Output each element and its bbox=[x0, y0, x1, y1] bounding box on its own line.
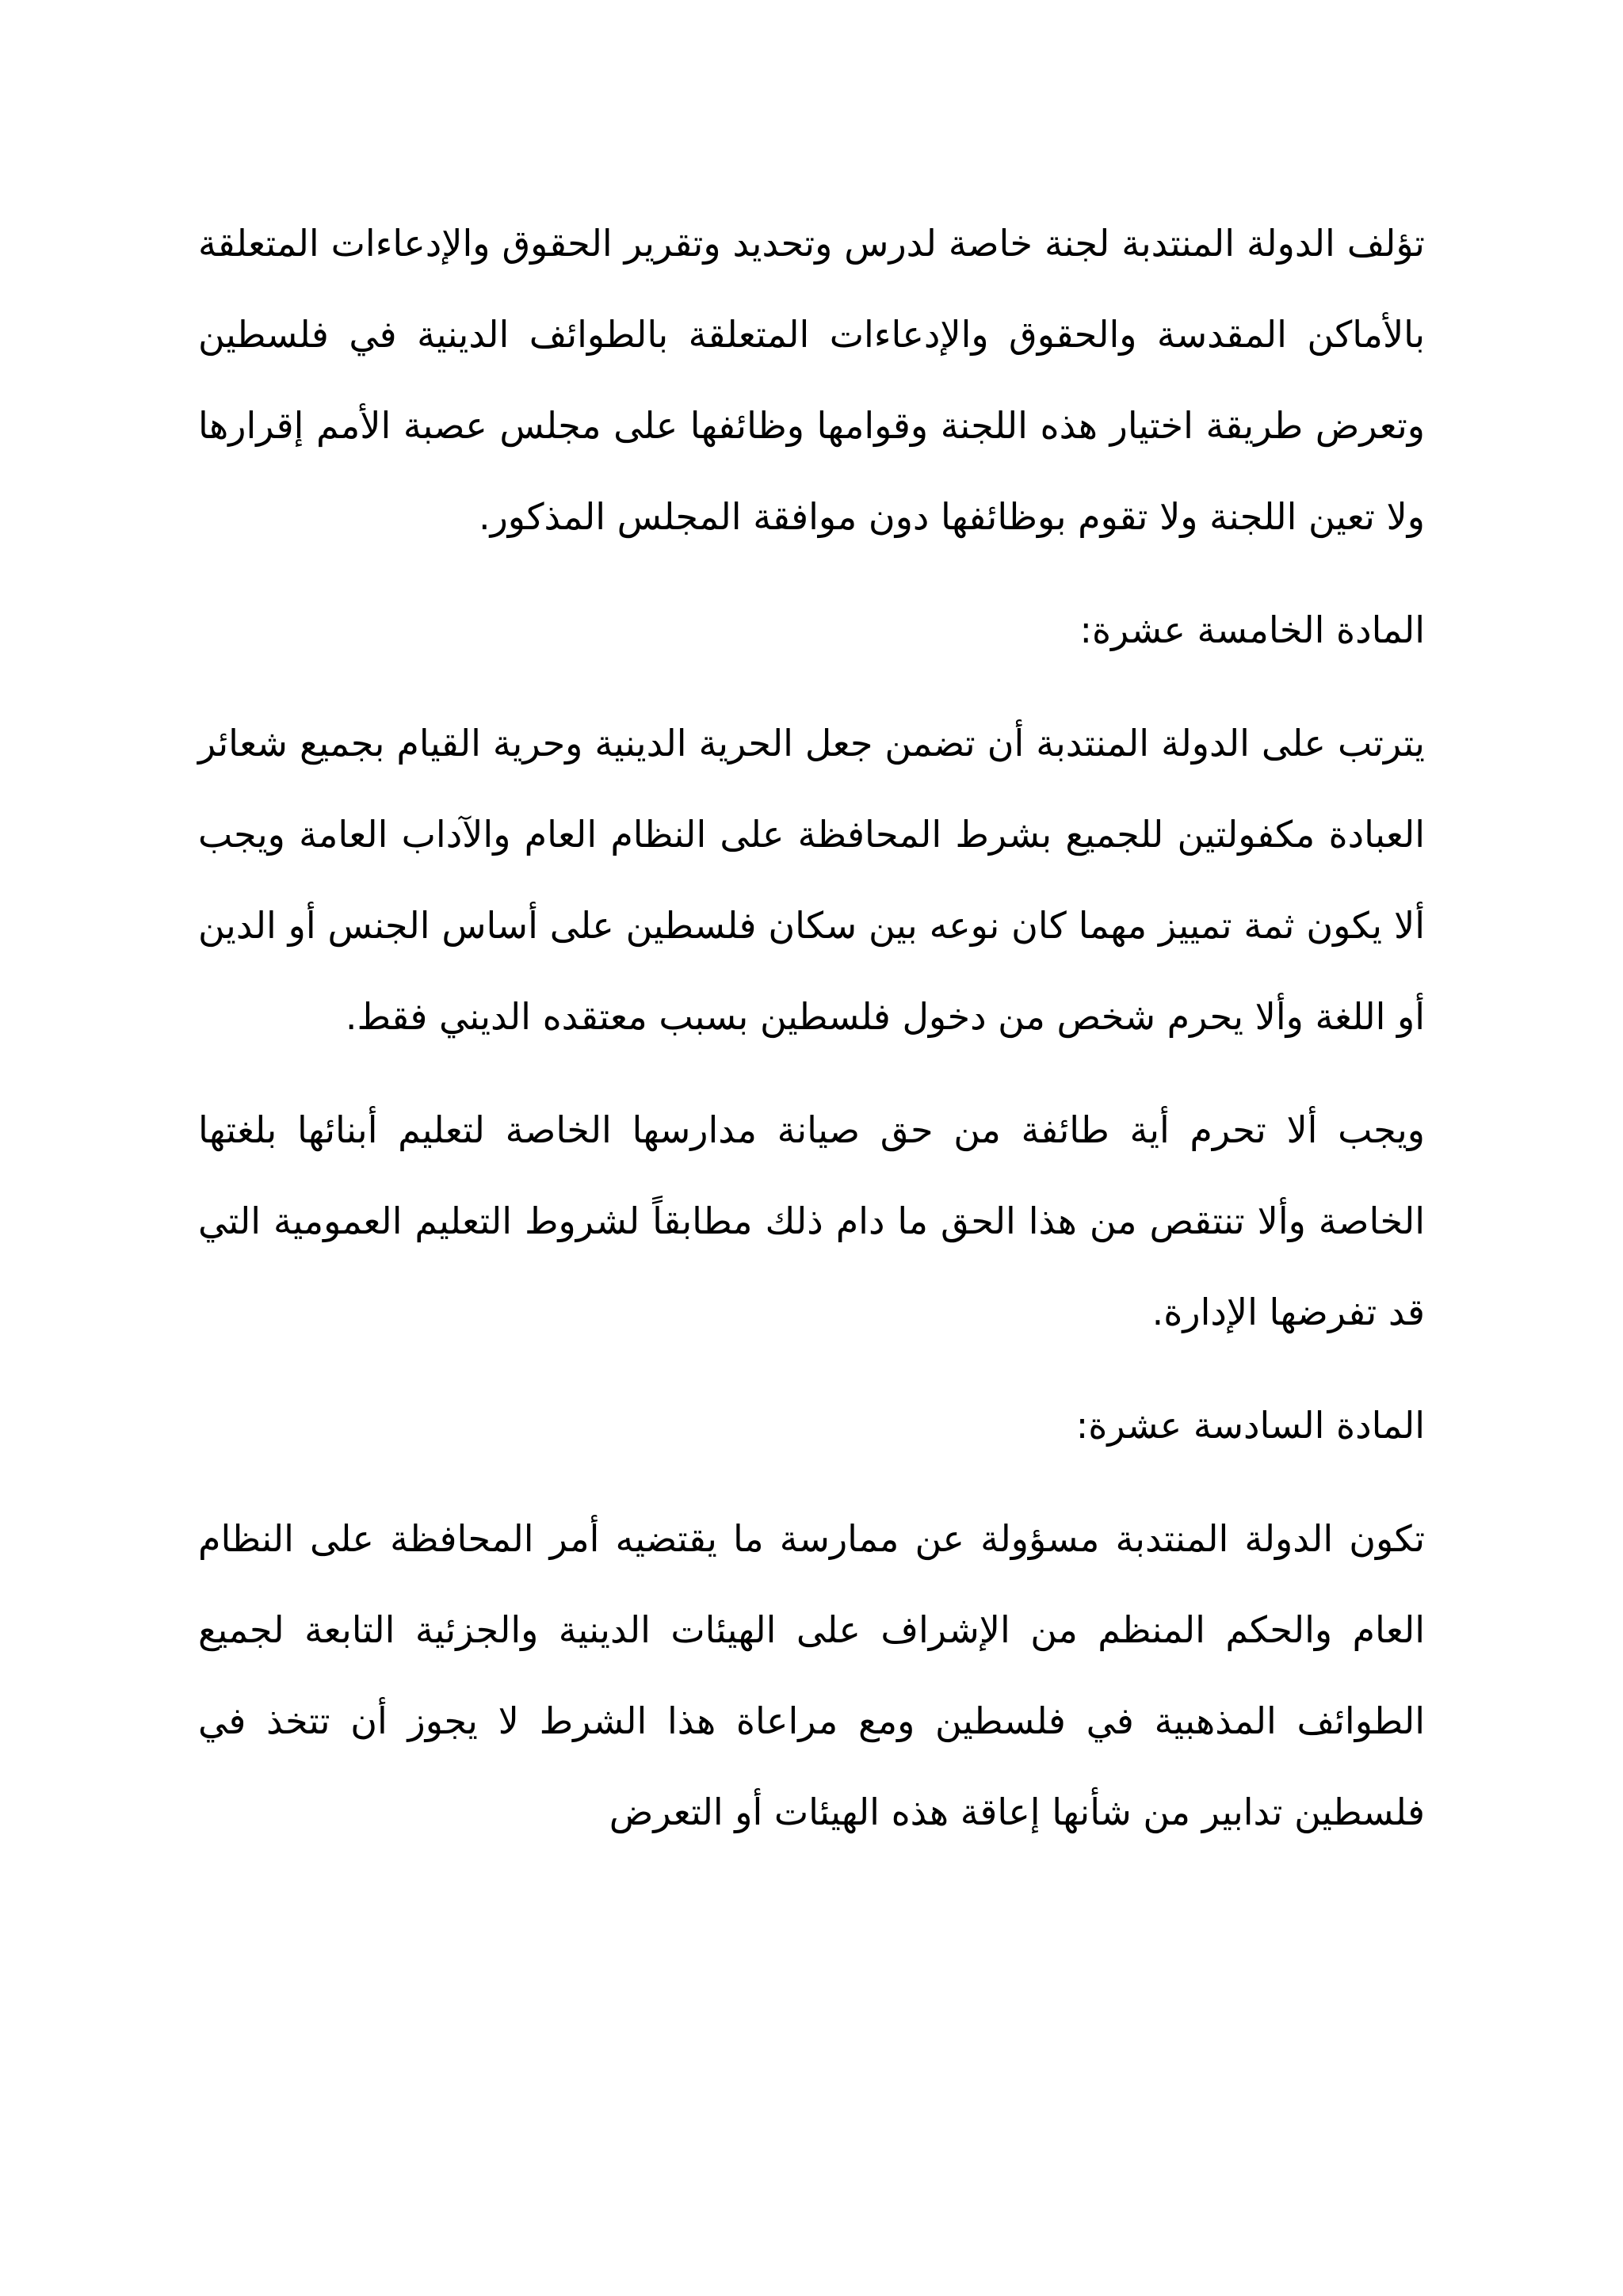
article-15-heading: المادة الخامسة عشرة: bbox=[1079, 608, 1425, 651]
paragraph-supervision-religious-bodies: تكون الدولة المنتدبة مسؤولة عن ممارسة ما يقتضيه أمر المحافظة على النظام العام والحكم المنظم من الإشراف على الهيئات الدينية والجزئية التابعة لجميع الطوائف المذهبية في فلسطين ومع مراعاة هذا الشرط لا يجوز أن تتخذ في فلسطين تدابير من شأنها إعاقة هذه الهيئات أو التعرض bbox=[198, 1517, 1425, 1833]
paragraph-religious-freedom: يترتب على الدولة المنتدبة أن تضمن جعل الحرية الدينية وحرية القيام بجميع شعائر العبادة مكفولتين للجميع بشرط المحافظة على النظام العام والآداب العامة ويجب ألا يكون ثمة تمييز مهما كان نوعه بين سكان فلسطين على أساس الجنس أو الدين أو اللغة وألا يحرم شخص من دخول فلسطين بسبب معتقده الديني فقط. bbox=[198, 722, 1425, 1038]
article-16-heading: المادة السادسة عشرة: bbox=[1075, 1404, 1425, 1447]
paragraph-community-schools: ويجب ألا تحرم أية طائفة من حق صيانة مدارسها الخاصة لتعليم أبنائها بلغتها الخاصة وألا تنتقص من هذا الحق ما دام ذلك مطابقاً لشروط التعليم العمومية التي قد تفرضها الإدارة. bbox=[198, 1108, 1425, 1333]
document-body bbox=[198, 198, 1425, 1880]
paragraph-holy-places-committee: تؤلف الدولة المنتدبة لجنة خاصة لدرس وتحديد وتقرير الحقوق والإدعاءات المتعلقة بالأماكن المقدسة والحقوق والإدعاءات المتعلقة بالطوائف الدينية في فلسطين وتعرض طريقة اختيار هذه اللجنة وقوامها وظائفها على مجلس عصبة الأمم إقرارها ولا تعين اللجنة ولا تقوم بوظائفها دون موافقة المجلس المذكور. bbox=[198, 222, 1425, 538]
